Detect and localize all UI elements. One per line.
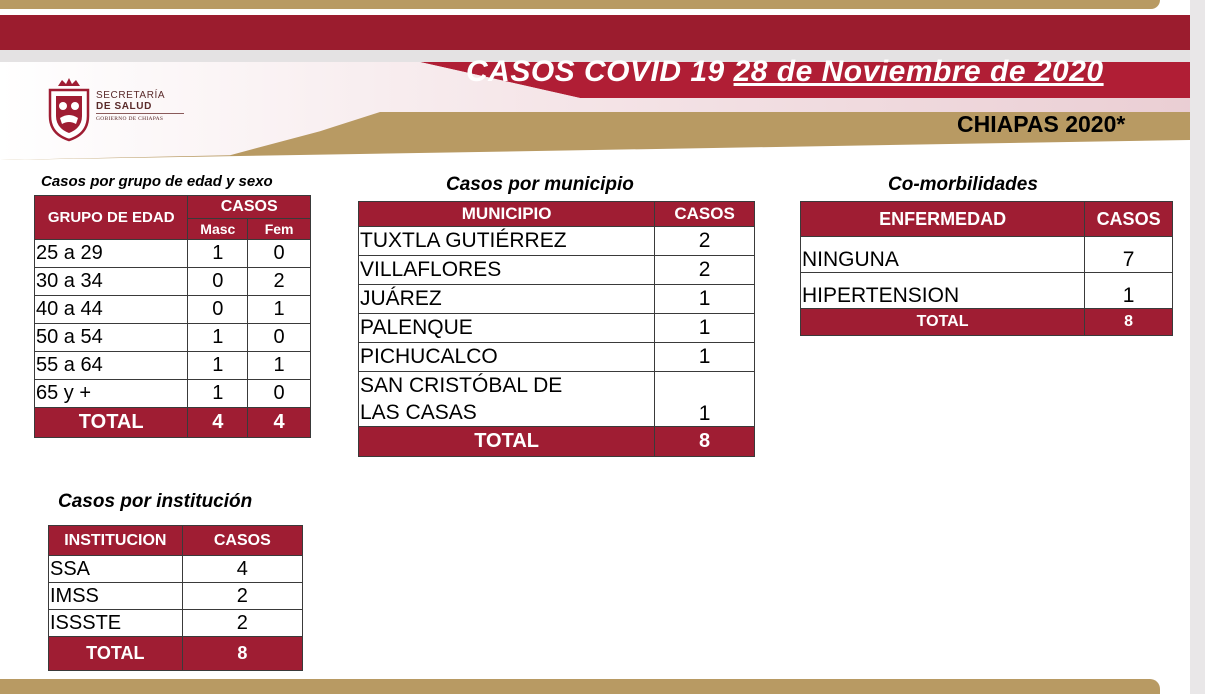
comorbidity-table [800,201,1173,336]
masc-cell: 1 [188,324,248,352]
municipio-name-cell: VILLAFLORES [359,256,655,285]
table-row [49,583,303,610]
municipio-table [358,201,755,457]
col-header-cases: CASOS [188,196,311,219]
table-row [359,314,755,343]
table-row [35,380,311,408]
age-group-cell: 30 a 34 [35,268,188,296]
municipio-cases-cell: 2 [655,256,755,285]
total-label: TOTAL [49,637,183,671]
total-row [801,309,1173,336]
table-row [35,324,311,352]
table-row [801,237,1173,273]
table-row [35,352,311,380]
fem-cell: 2 [248,268,311,296]
table-row [35,296,311,324]
fem-cell: 1 [248,352,311,380]
fem-cell: 0 [248,380,311,408]
masc-cell: 1 [188,352,248,380]
total-fem: 4 [248,408,311,438]
municipio-cases-cell: 1 [655,314,755,343]
col-header-cases: CASOS [182,526,302,556]
masc-cell: 0 [188,296,248,324]
masc-cell: 1 [188,380,248,408]
top-red-band [0,15,1190,50]
age-table-title: Casos por grupo de edad y sexo [41,173,273,190]
age-group-cell: 40 a 44 [35,296,188,324]
municipio-cases-cell: 1 [655,372,755,427]
municipio-cases-cell: 1 [655,343,755,372]
page-title: CASOS COVID 19 28 de Noviembre de 2020 [466,55,1104,88]
col-header-age-group: GRUPO DE EDAD [35,196,188,240]
disease-name-cell: HIPERTENSION [801,273,1085,309]
total-row [49,637,303,671]
institution-cases-cell: 2 [182,583,302,610]
table-row [359,372,755,427]
logo-line-2: DE SALUD [96,101,152,112]
chiapas-coat-of-arms-icon [46,76,92,142]
fem-cell: 1 [248,296,311,324]
secretaria-de-salud-logo [46,76,191,142]
col-header-disease: ENFERMEDAD [801,202,1085,237]
col-header-fem: Fem [248,219,311,240]
table-row [359,343,755,372]
col-header-municipio: MUNICIPIO [359,202,655,227]
total-value: 8 [182,637,302,671]
total-value: 8 [655,427,755,457]
disease-name-cell: NINGUNA [801,237,1085,273]
col-header-institution: INSTITUCION [49,526,183,556]
institution-table [48,525,303,671]
municipio-cases-cell: 1 [655,285,755,314]
total-row [359,427,755,457]
total-label: TOTAL [35,408,188,438]
total-value: 8 [1085,309,1173,336]
table-row [35,268,311,296]
col-header-cases: CASOS [1085,202,1173,237]
total-masc: 4 [188,408,248,438]
top-gold-band [0,0,1160,9]
municipio-table-title: Casos por municipio [446,174,634,195]
disease-cases-cell: 7 [1085,237,1173,273]
age-group-cell: 65 y + [35,380,188,408]
table-row [49,556,303,583]
table-row [35,240,311,268]
municipio-name-cell: PICHUCALCO [359,343,655,372]
logo-divider [96,113,184,114]
municipio-name-cell: JUÁREZ [359,285,655,314]
institution-table-title: Casos por institución [58,491,253,512]
age-group-cell: 50 a 54 [35,324,188,352]
fem-cell: 0 [248,324,311,352]
logo-line-3: GOBIERNO DE CHIAPAS [96,116,164,122]
page-subtitle: CHIAPAS 2020* [957,111,1126,137]
age-sex-table [34,195,311,438]
institution-name-cell: IMSS [49,583,183,610]
bottom-gold-band [0,679,1160,694]
age-group-cell: 55 a 64 [35,352,188,380]
total-label: TOTAL [801,309,1085,336]
table-row [49,610,303,637]
municipio-name-cell: TUXTLA GUTIÉRREZ [359,227,655,256]
institution-cases-cell: 2 [182,610,302,637]
municipio-name-cell: SAN CRISTÓBAL DE LAS CASAS [359,372,655,427]
institution-name-cell: SSA [49,556,183,583]
total-row [35,408,311,438]
logo-line-1: SECRETARÍA [96,90,166,101]
masc-cell: 0 [188,268,248,296]
table-row [359,227,755,256]
comorbidity-table-title: Co-morbilidades [888,174,1038,195]
col-header-cases: CASOS [655,202,755,227]
col-header-masc: Masc [188,219,248,240]
age-group-cell: 25 a 29 [35,240,188,268]
masc-cell: 1 [188,240,248,268]
municipio-name-cell: PALENQUE [359,314,655,343]
fem-cell: 0 [248,240,311,268]
table-row [801,273,1173,309]
total-label: TOTAL [359,427,655,457]
institution-cases-cell: 4 [182,556,302,583]
report-date: 28 de Noviembre de 2020 [733,55,1104,88]
disease-cases-cell: 1 [1085,273,1173,309]
municipio-cases-cell: 2 [655,227,755,256]
right-edge-strip [1190,0,1205,694]
table-row [359,285,755,314]
table-row [359,256,755,285]
institution-name-cell: ISSSTE [49,610,183,637]
